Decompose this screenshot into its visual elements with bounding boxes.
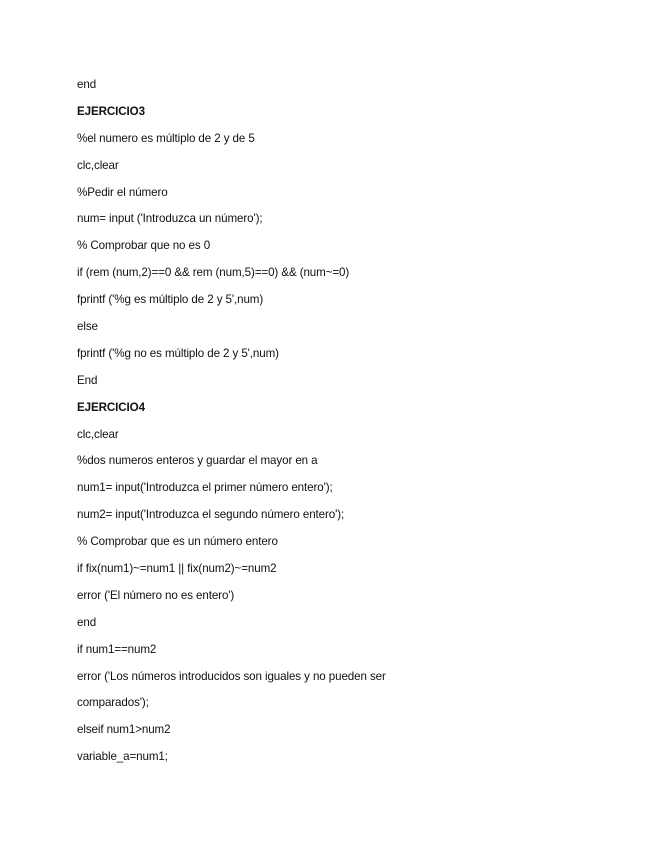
section-heading: EJERCICIO3 bbox=[77, 104, 145, 118]
code-line: if num1==num2 bbox=[77, 642, 157, 656]
code-line: fprintf ('%g es múltiplo de 2 y 5',num) bbox=[77, 293, 264, 307]
code-line: else bbox=[77, 320, 98, 334]
code-line: elseif num1>num2 bbox=[77, 723, 171, 737]
code-line: clc,clear bbox=[77, 427, 119, 441]
code-line: num2= input('Introduzca el segundo número entero'); bbox=[77, 508, 345, 522]
code-line: %Pedir el número bbox=[77, 185, 168, 199]
code-line: if (rem (num,2)==0 && rem (num,5)==0) && (num~=0) bbox=[77, 266, 350, 280]
code-line: End bbox=[77, 373, 98, 387]
code-line: num1= input('Introduzca el primer número entero'); bbox=[77, 481, 333, 495]
code-line: end bbox=[77, 78, 97, 91]
code-line: % Comprobar que es un número entero bbox=[77, 535, 278, 549]
code-line: variable_a=num1; bbox=[77, 750, 168, 764]
code-line: comparados'); bbox=[77, 696, 149, 710]
code-line: if fix(num1)~=num1 || fix(num2)~=num2 bbox=[77, 562, 277, 576]
code-line: clc,clear bbox=[77, 158, 119, 172]
document-body bbox=[77, 76, 617, 775]
section-heading: EJERCICIO4 bbox=[77, 400, 145, 414]
code-line: error ('Los números introducidos son iguales y no pueden ser bbox=[77, 669, 386, 683]
code-line: end bbox=[77, 615, 97, 629]
code-line: fprintf ('%g no es múltiplo de 2 y 5',num) bbox=[77, 346, 279, 360]
code-line: num= input ('Introduzca un número'); bbox=[77, 212, 263, 226]
code-line: error ('El número no es entero') bbox=[77, 588, 235, 602]
code-line: %el numero es múltiplo de 2 y de 5 bbox=[77, 131, 255, 145]
code-line: % Comprobar que no es 0 bbox=[77, 239, 211, 253]
code-line: %dos numeros enteros y guardar el mayor en a bbox=[77, 454, 318, 468]
